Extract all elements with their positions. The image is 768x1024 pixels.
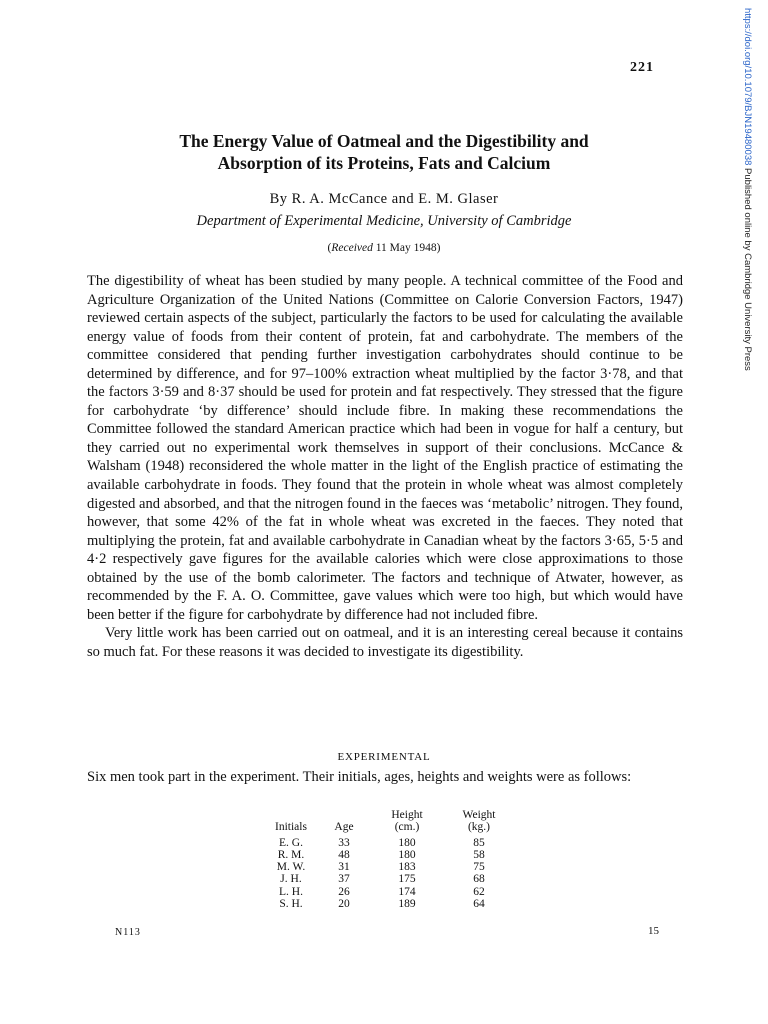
header-height-unit: (cm.) [394,821,420,834]
page-number: 221 [630,60,654,75]
article-body [87,272,683,661]
header-height-label: Height [391,809,423,821]
header-weight-unit: (kg.) [467,821,491,834]
cell-height: 183 [398,861,416,874]
cell-height: 180 [398,848,416,861]
header-initials: Initials [275,821,307,834]
section-heading-experimental: EXPERIMENTAL [337,751,431,763]
cell-age: 48 [338,848,350,861]
cell-weight: 68 [473,873,485,886]
authors-line: By R. A. McCance and E. M. Glaser [269,191,499,207]
header-weight-label: Weight [462,809,496,821]
publisher-note: Published online by Cambridge University Press [742,165,753,371]
affiliation-line: Department of Experimental Medicine, University of Cambridge [196,213,572,229]
table-header-row [262,809,512,837]
cell-height: 174 [398,885,416,898]
cell-initials: E. G. [279,836,303,849]
footer-sheet-number: 15 [648,925,659,937]
cell-initials: M. W. [276,861,306,874]
cell-initials: S. H. [279,898,303,911]
cell-initials: J. H. [280,873,302,886]
paragraph-2: Very little work has been carried out on oatmeal, and it is an interesting cereal because it contains so much fat. For these reasons it was decided to investigate its digestibility. [87,625,683,660]
cell-weight: 64 [473,898,485,911]
cell-age: 26 [338,885,350,898]
received-prefix: ( [327,242,332,254]
table-row [262,886,512,898]
footer-signature-mark: N113 [115,927,141,938]
cell-initials: R. M. [277,848,305,861]
subjects-table [262,809,512,910]
received-label: Received [331,242,373,254]
header-weight [446,809,512,837]
cell-age: 33 [338,836,350,849]
received-date-value: 11 May 1948) [372,242,441,254]
title-line-1: The Energy Value of Oatmeal and the Digestibility and [179,131,589,151]
cell-weight: 85 [473,836,485,849]
title-line-2: Absorption of its Proteins, Fats and Calcium [217,153,551,173]
table-row [262,861,512,873]
cell-height: 180 [398,836,416,849]
received-date [0,242,768,254]
table-row [262,873,512,885]
cell-weight: 58 [473,848,485,861]
cell-height: 189 [398,898,416,911]
experimental-paragraph: Six men took part in the experiment. Their initials, ages, heights and weights were as follows: [87,769,632,785]
header-height [368,809,446,837]
header-age: Age [334,821,354,834]
doi-link[interactable]: https://doi.org/10.1079/BJN19480038 [742,8,753,166]
cell-age: 31 [338,861,350,874]
cell-weight: 75 [473,861,485,874]
table-row [262,898,512,910]
cell-initials: L. H. [279,885,303,898]
doi-side-note [742,8,753,371]
table-row [262,849,512,861]
cell-age: 37 [338,873,350,886]
cell-height: 175 [398,873,416,886]
cell-age: 20 [338,898,350,911]
cell-weight: 62 [473,885,485,898]
table-row [262,837,512,849]
article-title [0,130,768,174]
paragraph-1: The digestibility of wheat has been studied by many people. A technical committee of the Food and Agriculture Organization of the United Nations (Committee on Calorie Conversion Factors, 1947) reviewed certain aspects of the subject, particularly the factors to be used for calculating the available energy value of foods from their content of protein, fat and carbohydrate. The members of the committee considered that pending further investigation carbohydrates should continue to be determined by difference, and for 97–100% extraction wheat multiplied by the factor 3·78, and that the factors 3·59 and 8·37 should be used for protein and fat respectively. They stressed that the figure for carbohydrate ‘by difference’ should include fibre. In making these recommendations the Committee followed the standard American practice which had been in vogue for half a century, but they carried out no experimental work themselves in support of their conclusions. McCance & Walsham (1948) reconsidered the whole matter in the light of the English practice of estimating the available carbohydrate in foods. They found that the protein in whole wheat was almost completely digested and absorbed, and that the nitrogen found in the faeces was ‘metabolic’ nitrogen. They found, however, that some 42% of the fat in whole wheat was excreted in the faeces. They noted that multiplying the protein, fat and available carbohydrate in Canadian wheat by the factors 3·65, 5·5 and 4·2 respectively gave figures for the available calories which were close approximations to those obtained by the use of the bomb calorimeter. The factors and technique of Atwater, however, as recommended by the F. A. O. Committee, gave values which were too high, but which would have been better if the figure for carbohydrate by difference had not included fibre. [87,273,683,623]
experimental-body [87,768,683,787]
